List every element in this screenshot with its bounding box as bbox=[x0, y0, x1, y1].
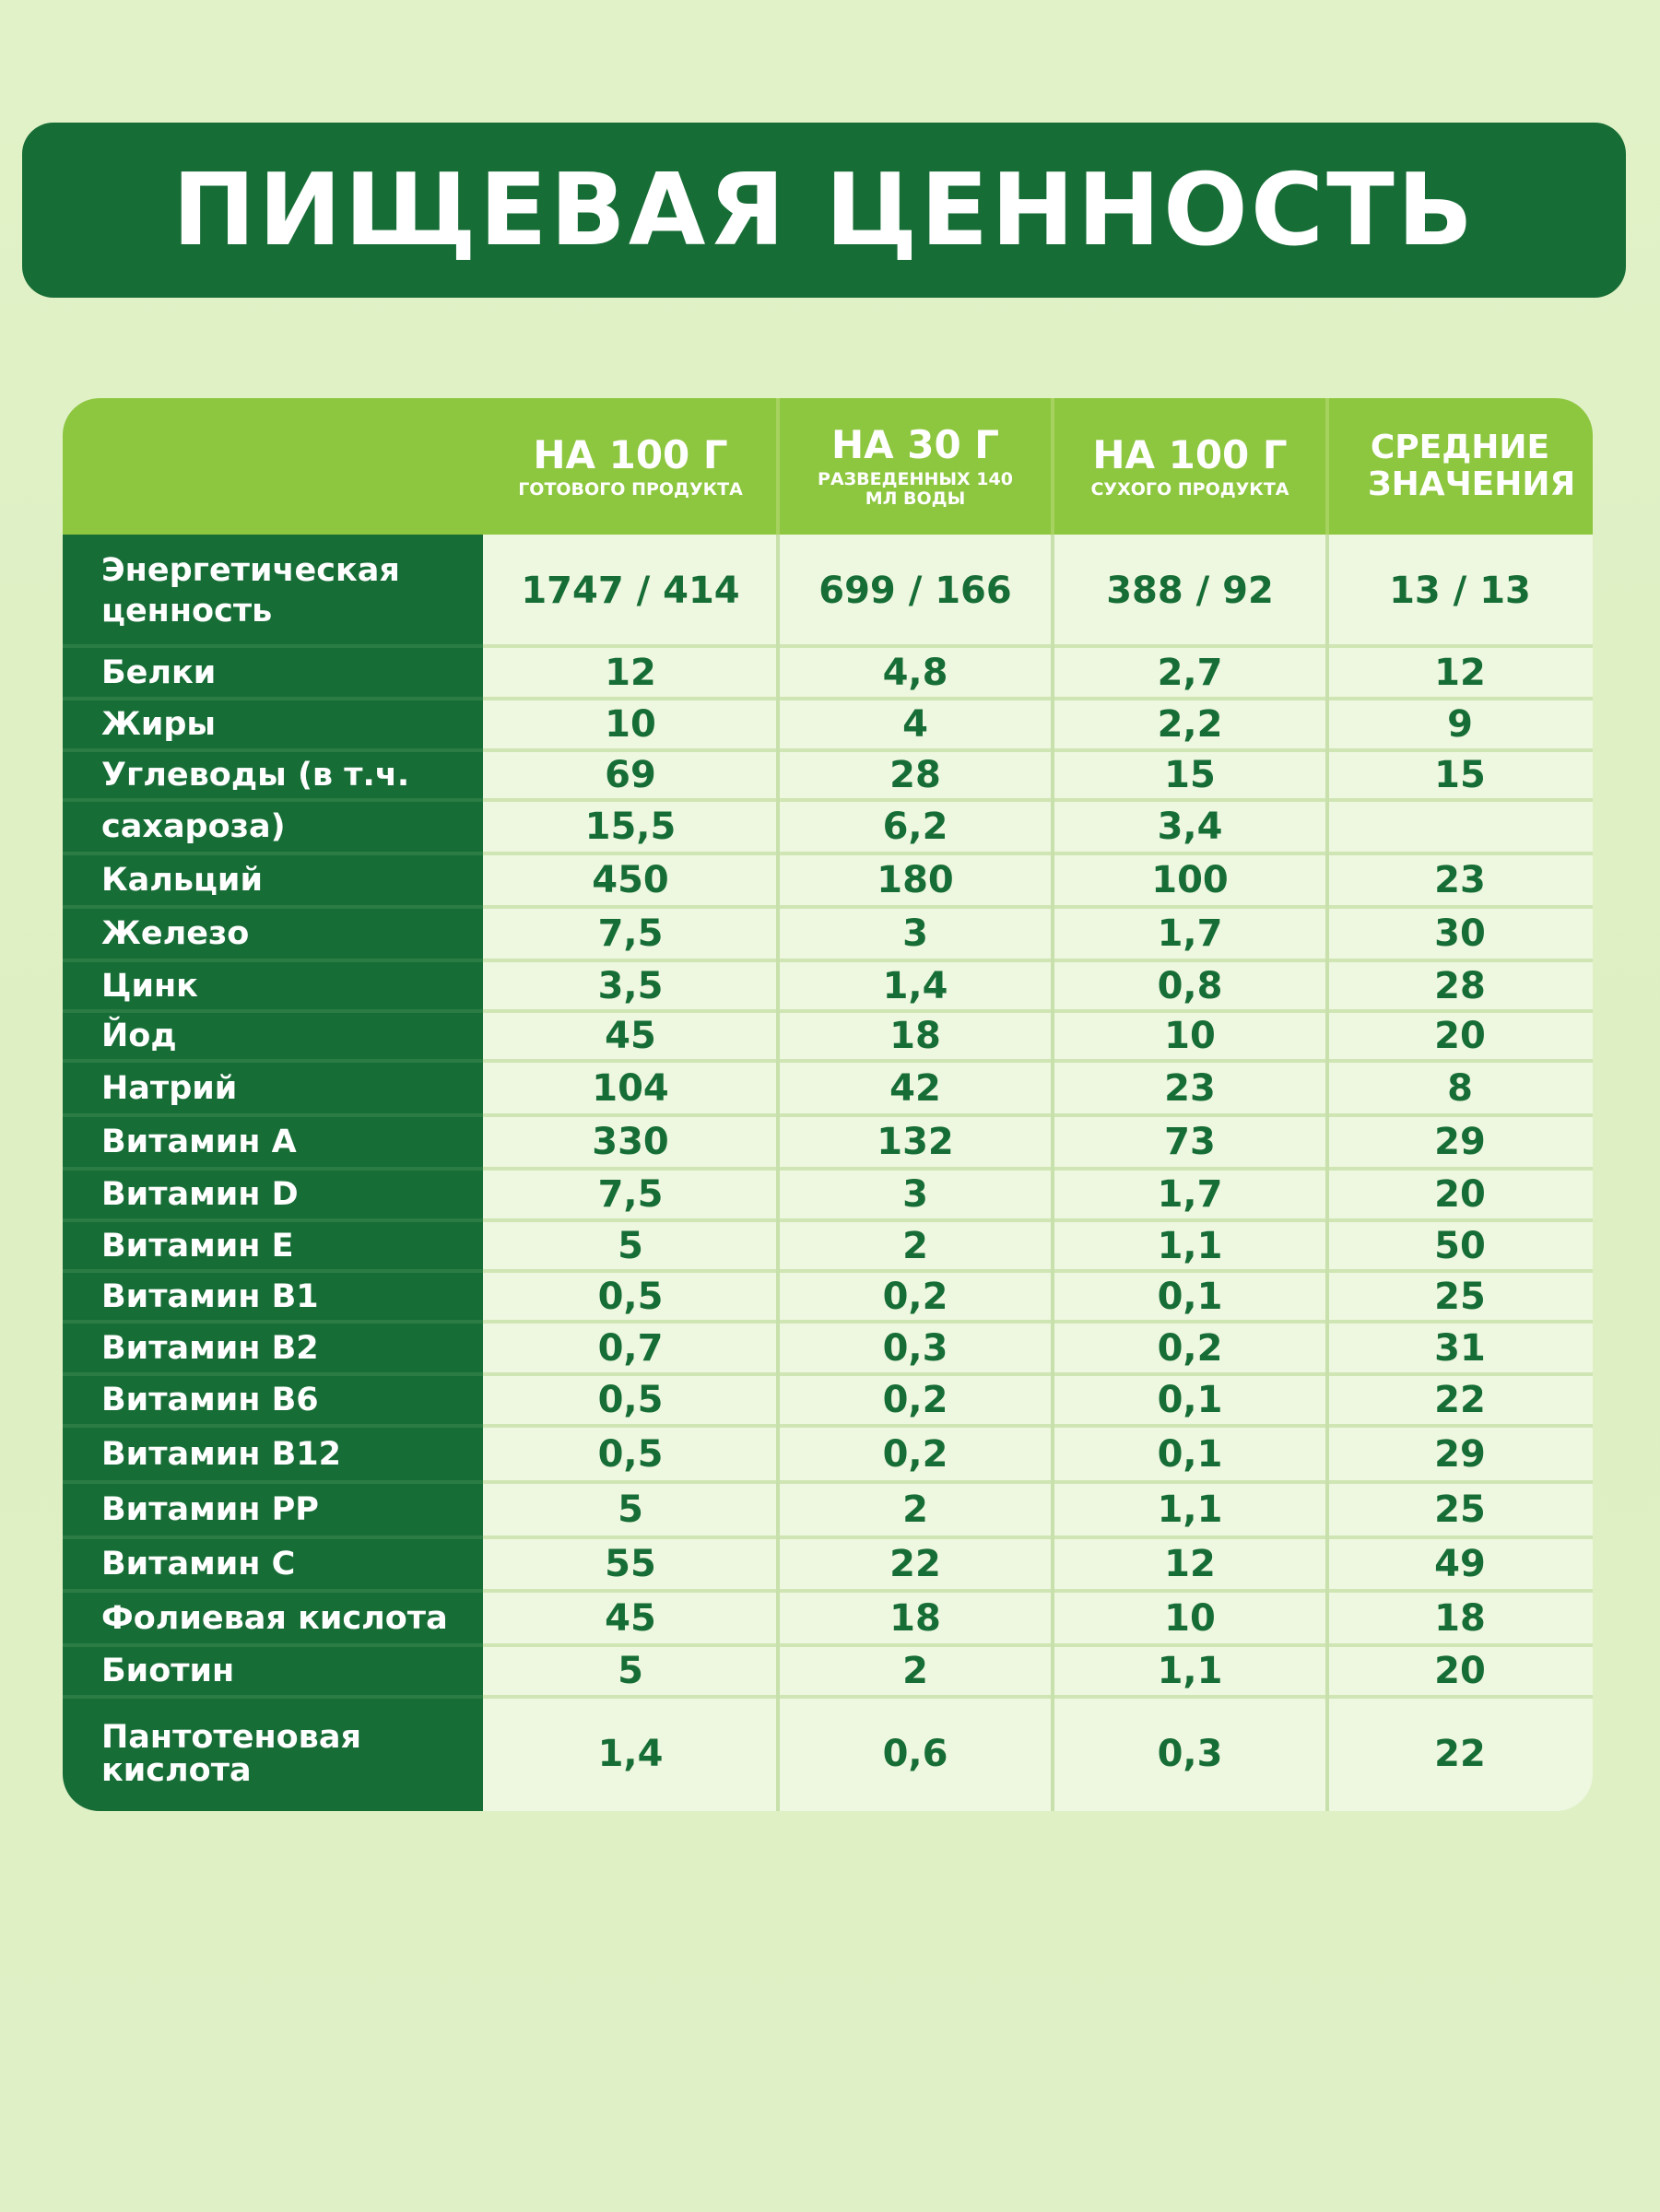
table-header bbox=[63, 398, 1593, 535]
table-cell-per-100g-ready: 15,5 bbox=[584, 806, 677, 848]
row-label: Витамин В12 bbox=[101, 1435, 341, 1473]
table-cell-per-30g-diluted: 22 bbox=[889, 1543, 941, 1585]
table-cell-per-30g-diluted: 0,2 bbox=[882, 1432, 948, 1476]
table-cell-per-100g-dry: 2,7 bbox=[1157, 651, 1223, 694]
table-cell-per-100g-dry: 0,1 bbox=[1157, 1275, 1223, 1318]
table-cell-per-100g-ready: 45 bbox=[605, 1596, 656, 1640]
table-cell-per-100g-ready: 0,5 bbox=[597, 1379, 664, 1421]
header-per-100g-dry bbox=[1053, 398, 1327, 535]
table-cell-per-100g-dry: 0,1 bbox=[1157, 1379, 1223, 1421]
table-cell-per-30g-diluted: 0,3 bbox=[882, 1326, 948, 1370]
row-label: Кальций bbox=[101, 862, 263, 899]
nutrition-table bbox=[63, 398, 1593, 1811]
table-cell-per-100g-dry: 15 bbox=[1164, 754, 1216, 796]
table-cell-average-values: 20 bbox=[1434, 1015, 1486, 1057]
table-cell-per-30g-diluted: 0,2 bbox=[882, 1379, 948, 1421]
table-cell-average-values: 28 bbox=[1434, 964, 1486, 1007]
table-cell-average-values: 31 bbox=[1434, 1326, 1486, 1370]
table-cell-average-values: 15 bbox=[1434, 754, 1486, 796]
header-average-values bbox=[1327, 398, 1593, 535]
column-divider bbox=[776, 535, 780, 1811]
table-cell-per-100g-dry: 0,3 bbox=[1157, 1733, 1223, 1775]
table-cell-per-100g-ready: 10 bbox=[605, 703, 656, 746]
row-label: Витамин Е bbox=[101, 1227, 294, 1265]
row-label: Углеводы (в т.ч. bbox=[101, 757, 410, 794]
table-cell-per-100g-ready: 5 bbox=[618, 1488, 643, 1531]
table-cell-per-30g-diluted: 2 bbox=[902, 1650, 928, 1692]
row-label: Биотин bbox=[101, 1653, 235, 1689]
table-cell-per-30g-diluted: 18 bbox=[889, 1015, 941, 1057]
table-cell-per-100g-ready: 450 bbox=[592, 859, 669, 901]
table-cell-average-values: 12 bbox=[1434, 651, 1486, 694]
table-cell-per-30g-diluted: 4,8 bbox=[882, 651, 948, 694]
table-cell-per-100g-dry: 23 bbox=[1164, 1066, 1216, 1110]
table-cell-per-100g-dry: 1,1 bbox=[1157, 1650, 1223, 1692]
row-label: Фолиевая кислота bbox=[101, 1599, 448, 1637]
table-cell-per-100g-dry: 388 / 92 bbox=[1106, 569, 1274, 612]
column-divider bbox=[1051, 535, 1054, 1811]
table-cell-average-values: 49 bbox=[1434, 1543, 1486, 1585]
row-label: Железо bbox=[101, 915, 250, 952]
table-cell-per-100g-ready: 5 bbox=[618, 1224, 643, 1267]
table-cell-per-30g-diluted: 0,6 bbox=[882, 1733, 948, 1775]
table-cell-per-100g-dry: 1,7 bbox=[1157, 912, 1223, 955]
row-label: Пантотеновая кислота bbox=[101, 1719, 361, 1789]
table-cell-per-100g-dry: 0,2 bbox=[1157, 1326, 1223, 1370]
table-cell-per-100g-dry: 1,1 bbox=[1157, 1224, 1223, 1267]
table-cell-per-30g-diluted: 28 bbox=[889, 754, 941, 796]
header-per-30g-diluted bbox=[778, 398, 1053, 535]
row-label: Витамин А bbox=[101, 1124, 297, 1160]
row-label: Витамин В2 bbox=[101, 1329, 319, 1367]
table-cell-per-30g-diluted: 1,4 bbox=[882, 964, 948, 1007]
table-cell-per-30g-diluted: 6,2 bbox=[882, 806, 948, 848]
table-cell-per-100g-ready: 330 bbox=[592, 1121, 669, 1163]
row-label: Витамин В1 bbox=[101, 1277, 319, 1315]
table-cell-per-100g-dry: 73 bbox=[1164, 1121, 1216, 1163]
row-label: Йод bbox=[101, 1018, 177, 1054]
table-cell-per-30g-diluted: 0,2 bbox=[882, 1275, 948, 1318]
table-cell-average-values: 20 bbox=[1434, 1650, 1486, 1692]
table-cell-per-30g-diluted: 132 bbox=[877, 1121, 954, 1163]
table-cell-average-values: 9 bbox=[1447, 703, 1473, 746]
header-divider bbox=[776, 398, 780, 535]
table-cell-per-100g-dry: 100 bbox=[1151, 859, 1229, 901]
column-title: НА 100 Г bbox=[533, 431, 728, 477]
header-per-100g-ready bbox=[483, 398, 778, 535]
row-label: Витамин В6 bbox=[101, 1382, 319, 1418]
row-label: Витамин D bbox=[101, 1176, 299, 1213]
table-cell-per-30g-diluted: 3 bbox=[902, 912, 928, 955]
title-banner bbox=[22, 123, 1626, 298]
table-cell-average-values: 23 bbox=[1434, 859, 1486, 901]
column-title: НА 100 Г bbox=[1092, 431, 1288, 477]
table-cell-per-100g-ready: 0,5 bbox=[597, 1432, 664, 1476]
column-title: НА 30 Г bbox=[830, 422, 1000, 467]
header-divider bbox=[1051, 398, 1054, 535]
table-cell-average-values: 8 bbox=[1447, 1066, 1473, 1110]
table-cell-average-values: 13 / 13 bbox=[1389, 569, 1531, 612]
table-cell-average-values bbox=[1327, 800, 1593, 853]
table-cell-average-values: 25 bbox=[1434, 1488, 1486, 1531]
header-divider bbox=[1325, 398, 1329, 535]
row-label: Жиры bbox=[101, 706, 217, 743]
table-cell-per-30g-diluted: 42 bbox=[889, 1066, 941, 1110]
table-cell-per-30g-diluted: 4 bbox=[902, 703, 928, 746]
table-cell-per-30g-diluted: 18 bbox=[889, 1596, 941, 1640]
row-label: Витамин РР bbox=[101, 1491, 319, 1528]
table-cell-per-100g-dry: 0,8 bbox=[1157, 964, 1223, 1007]
row-label: Витамин С bbox=[101, 1546, 296, 1583]
table-cell-average-values: 29 bbox=[1434, 1432, 1486, 1476]
table-cell-average-values: 22 bbox=[1434, 1733, 1486, 1775]
table-cell-per-100g-ready: 69 bbox=[605, 754, 656, 796]
table-cell-per-100g-dry: 0,1 bbox=[1157, 1432, 1223, 1476]
table-cell-per-100g-dry: 12 bbox=[1164, 1543, 1216, 1585]
table-cell-per-100g-ready: 5 bbox=[618, 1650, 643, 1692]
row-label: Натрий bbox=[101, 1069, 238, 1107]
table-cell-per-100g-dry: 3,4 bbox=[1157, 806, 1223, 848]
table-cell-per-30g-diluted: 180 bbox=[877, 859, 954, 901]
table-cell-per-30g-diluted: 3 bbox=[902, 1173, 928, 1216]
table-cell-per-30g-diluted: 2 bbox=[902, 1224, 928, 1267]
table-cell-per-100g-ready: 55 bbox=[605, 1543, 656, 1585]
row-label: Белки bbox=[101, 653, 217, 691]
table-cell-per-100g-ready: 7,5 bbox=[597, 1173, 664, 1216]
table-cell-average-values: 30 bbox=[1434, 912, 1486, 955]
table-cell-per-100g-ready: 7,5 bbox=[597, 912, 664, 955]
table-cell-per-100g-ready: 3,5 bbox=[597, 964, 664, 1007]
table-cell-per-30g-diluted: 2 bbox=[902, 1488, 928, 1531]
table-cell-per-100g-dry: 1,7 bbox=[1157, 1173, 1223, 1216]
table-cell-average-values: 50 bbox=[1434, 1224, 1486, 1267]
table-cell-per-100g-ready: 104 bbox=[592, 1066, 669, 1110]
page-title: ПИЩЕВАЯ ЦЕННОСТЬ bbox=[171, 152, 1477, 268]
column-subtitle: ГОТОВОГО ПРОДУКТА bbox=[518, 478, 743, 500]
table-cell-average-values: 18 bbox=[1434, 1596, 1486, 1640]
table-cell-average-values: 25 bbox=[1434, 1275, 1486, 1318]
row-label: Энергетическая ценность bbox=[101, 551, 400, 629]
column-divider bbox=[1325, 535, 1329, 1811]
row-label: сахароза) bbox=[101, 808, 286, 845]
table-cell-per-100g-dry: 1,1 bbox=[1157, 1488, 1223, 1531]
table-cell-per-100g-ready: 45 bbox=[605, 1015, 656, 1057]
table-cell-per-100g-ready: 1,4 bbox=[597, 1733, 664, 1775]
row-label: Цинк bbox=[101, 967, 198, 1005]
column-title: СРЕДНИЕ ЗНАЧЕНИЯ bbox=[1368, 429, 1576, 503]
table-cell-per-100g-ready: 1747 / 414 bbox=[521, 569, 740, 612]
table-cell-average-values: 22 bbox=[1434, 1379, 1486, 1421]
table-cell-per-100g-ready: 0,5 bbox=[597, 1275, 664, 1318]
column-subtitle: СУХОГО ПРОДУКТА bbox=[1090, 478, 1289, 500]
table-cell-per-100g-ready: 12 bbox=[605, 651, 656, 694]
table-cell-average-values: 20 bbox=[1434, 1173, 1486, 1216]
table-cell-per-100g-dry: 10 bbox=[1164, 1596, 1216, 1640]
table-cell-per-100g-dry: 10 bbox=[1164, 1015, 1216, 1057]
table-cell-per-100g-dry: 2,2 bbox=[1157, 703, 1223, 746]
column-subtitle: РАЗВЕДЕННЫХ 140 МЛ ВОДЫ bbox=[818, 469, 1013, 509]
table-cell-per-100g-ready: 0,7 bbox=[597, 1326, 664, 1370]
table-cell-average-values: 29 bbox=[1434, 1121, 1486, 1163]
table-cell-per-30g-diluted: 699 / 166 bbox=[818, 569, 1012, 612]
